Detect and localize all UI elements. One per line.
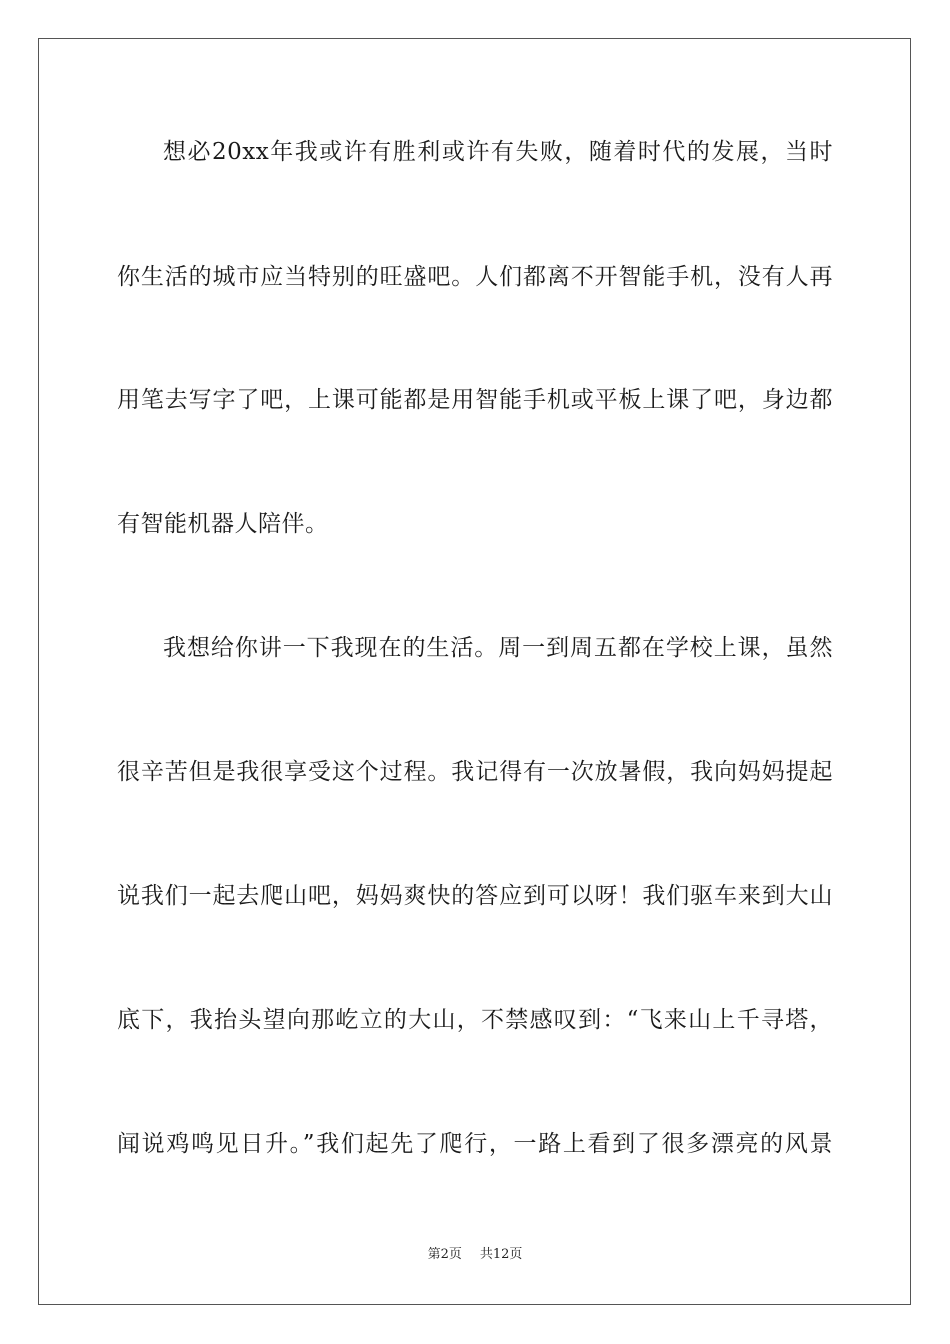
paragraph-1-line-3: 用笔去写字了吧，上课可能都是用智能手机或平板上课了吧，身边都 bbox=[117, 387, 833, 413]
paragraph-2-line-5: 闻说鸡鸣见日升。”我们起先了爬行，一路上看到了很多漂亮的风景 bbox=[117, 1131, 833, 1157]
paragraph-2-line-1: 我想给你讲一下我现在的生活。周一到周五都在学校上课，虽然 bbox=[163, 635, 833, 661]
page-footer bbox=[0, 1246, 950, 1264]
paragraph-1-line-1: 想必20xx年我或许有胜利或许有失败，随着时代的发展，当时 bbox=[163, 139, 833, 165]
paragraph-2-line-3: 说我们一起去爬山吧，妈妈爽快的答应到可以呀！我们驱车来到大山 bbox=[117, 883, 833, 909]
page-number: 第2页 bbox=[427, 1247, 462, 1262]
paragraph-2-line-2: 很辛苦但是我很享受这个过程。我记得有一次放暑假，我向妈妈提起 bbox=[117, 759, 833, 785]
paragraph-1-line-4: 有智能机器人陪伴。 bbox=[117, 511, 329, 537]
page-total: 共12页 bbox=[479, 1247, 523, 1262]
page-border bbox=[38, 38, 911, 1305]
paragraph-1-line-2: 你生活的城市应当特别的旺盛吧。人们都离不开智能手机，没有人再 bbox=[117, 264, 833, 290]
paragraph-2-line-4: 底下，我抬头望向那屹立的大山，不禁感叹到：“飞来山上千寻塔， bbox=[117, 1007, 833, 1033]
